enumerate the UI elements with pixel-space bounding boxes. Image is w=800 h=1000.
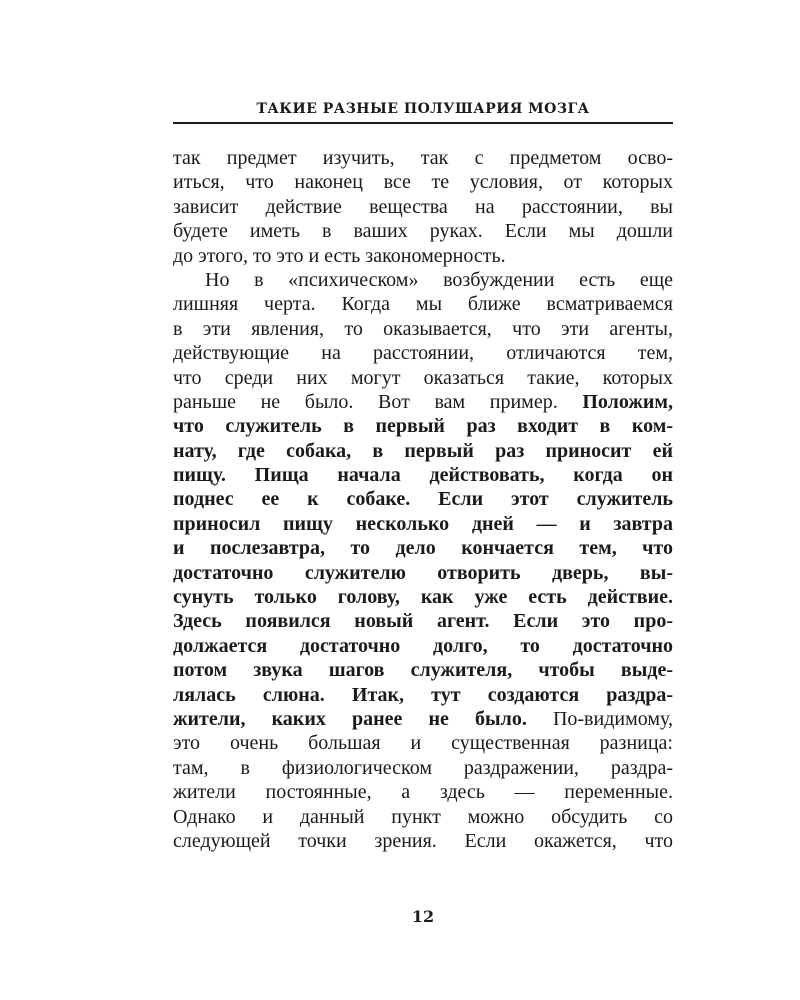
text-line: жители, каких ранее не было. По-видимому, [173,707,673,730]
text-line: будете иметь в ваших руках. Если мы дошли [173,220,673,243]
text-line: до этого, то это и есть закономерность. [173,244,506,267]
body-text [173,146,673,853]
text-line: что среди них могут оказаться такие, которых [173,366,673,389]
text-line: так предмет изучить, так с предметом осво- [173,147,673,169]
header-rule [173,122,673,124]
text-line: пищу. Пища начала действовать, когда он [173,464,673,487]
text-line: лялась слюна. Итак, тут создаются раздра- [173,683,673,706]
text-line: в эти явления, то оказывается, что эти агенты, [173,317,673,340]
running-header: ТАКИЕ РАЗНЫЕ ПОЛУШАРИЯ МОЗГА [256,101,590,117]
text-line: следующей точки зрения. Если окажется, что [173,829,673,852]
text-line: достаточно служителю отворить дверь, вы- [173,561,673,584]
text-line: поднес ее к собаке. Если этот служитель [173,488,673,511]
text-line: Однако и данный пункт можно обсудить со [173,805,673,828]
page-number: 12 [411,907,435,926]
text-line: сунуть только голову, как уже есть действие. [173,586,673,609]
text-line: действующие на расстоянии, отличаются тем, [173,342,673,365]
text-line: приносил пищу несколько дней — и завтра [173,512,673,535]
text-line: зависит действие вещества на расстоянии, вы [173,195,673,218]
text-line: что служитель в первый раз входит в ком- [173,415,673,438]
text-line: Но в «психическом» возбуждении есть еще [205,268,673,291]
text-line: должается достаточно долго, то достаточно [173,634,673,657]
text-line: жители постоянные, а здесь — переменные. [173,781,673,804]
text-line: это очень большая и существенная разница: [173,732,673,755]
text-line: раньше не было. Вот вам пример. Положим, [173,390,673,413]
text-line: лишняя черта. Когда мы ближе всматриваемся [173,293,673,316]
text-line: Здесь появился новый агент. Если это про- [173,610,673,633]
text-line: иться, что наконец все те условия, от которых [173,171,673,194]
text-line: и послезавтра, то дело кончается тем, что [173,537,673,560]
text-line: нату, где собака, в первый раз приносит ей [173,439,673,462]
text-line: там, в физиологическом раздражении, раздра- [173,756,673,779]
text-line: потом звука шагов служителя, чтобы выде- [173,659,673,682]
